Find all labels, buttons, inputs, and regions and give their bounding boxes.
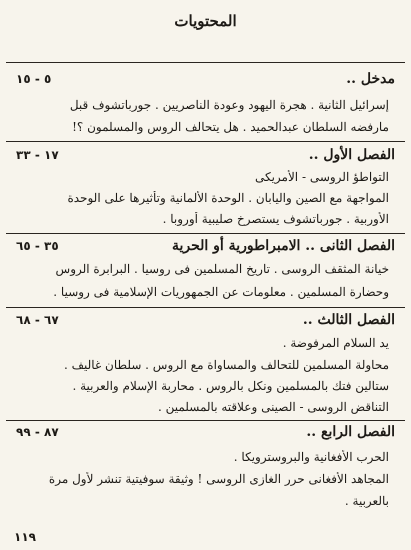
section-heading xyxy=(16,147,395,167)
section-page-range: ١٧ - ٣٣ xyxy=(16,148,59,162)
section-summary-line: مارفضه السلطان عبدالحميد . هل يتحالف الروس والمسلمون ؟! xyxy=(72,120,389,134)
section-heading xyxy=(16,312,395,332)
section-title: الفصل الرابع .. xyxy=(306,424,395,440)
section-page-range: ٥ - ١٥ xyxy=(16,72,52,86)
section-summary-line: الأوربية . جورباتشوف يستصرخ صليبية أوروبا . xyxy=(162,212,389,226)
section-summary-line: المواجهة مع الصين واليابان . الوحدة الألمانية وتأثيرها على الوحدة xyxy=(67,191,389,205)
section-summary-line: وحضارة المسلمين . معلومات عن الجمهوريات الإسلامية فى روسيا . xyxy=(53,285,389,299)
section-summary-line: محاولة المسلمين للتحالف والمساواة مع الروس . سلطان غاليف . xyxy=(63,358,389,372)
section-summary-line: التواطؤ الروسى - الأمريكى xyxy=(254,170,389,184)
section-summary-line: إسرائيل الثانية . هجرة اليهود وعودة الناصريين . جورباتشوف قبل xyxy=(69,98,389,112)
section-page-range: ٣٥ - ٦٥ xyxy=(16,239,59,253)
section-divider xyxy=(6,307,405,308)
section-divider xyxy=(6,141,405,142)
section-page-range: ٨٧ - ٩٩ xyxy=(16,425,59,439)
page-number: ١١٩ xyxy=(14,530,36,544)
section-title: الفصل الثالث .. xyxy=(302,312,395,328)
section-divider xyxy=(6,420,405,421)
section-summary-line: خيانة المثقف الروسى . تاريخ المسلمين فى روسيا . البرابرة الروس xyxy=(55,262,389,276)
section-summary-line: بالعربية . xyxy=(344,494,389,508)
section-summary-line: التناقض الروسى - الصينى وعلاقته بالمسلمين . xyxy=(157,400,389,414)
section-summary-line: المجاهد الأفغانى حرر الغازى الروسى ! وثيقة سوفيتية تنشر لأول مرة xyxy=(48,472,389,486)
section-summary-line: الحرب الأفغانية والبروسترويكا . xyxy=(233,450,389,464)
section-title: مدخل .. xyxy=(346,71,395,87)
section-heading xyxy=(16,424,395,444)
section-heading xyxy=(16,71,395,91)
section-heading xyxy=(16,238,395,258)
page-title: المحتويات xyxy=(174,12,237,30)
section-divider xyxy=(6,62,405,63)
section-title: الفصل الثانى .. الامبراطورية أو الحرية xyxy=(171,238,395,254)
section-page-range: ٦٧ - ٦٨ xyxy=(16,313,59,327)
section-summary-line: يد السلام المرفوضة . xyxy=(282,336,389,350)
section-summary-line: ستالين فتك بالمسلمين ونكل بالروس . محاربة الإسلام والعربية . xyxy=(72,379,389,393)
section-divider xyxy=(6,233,405,234)
section-title: الفصل الأول .. xyxy=(308,147,395,163)
